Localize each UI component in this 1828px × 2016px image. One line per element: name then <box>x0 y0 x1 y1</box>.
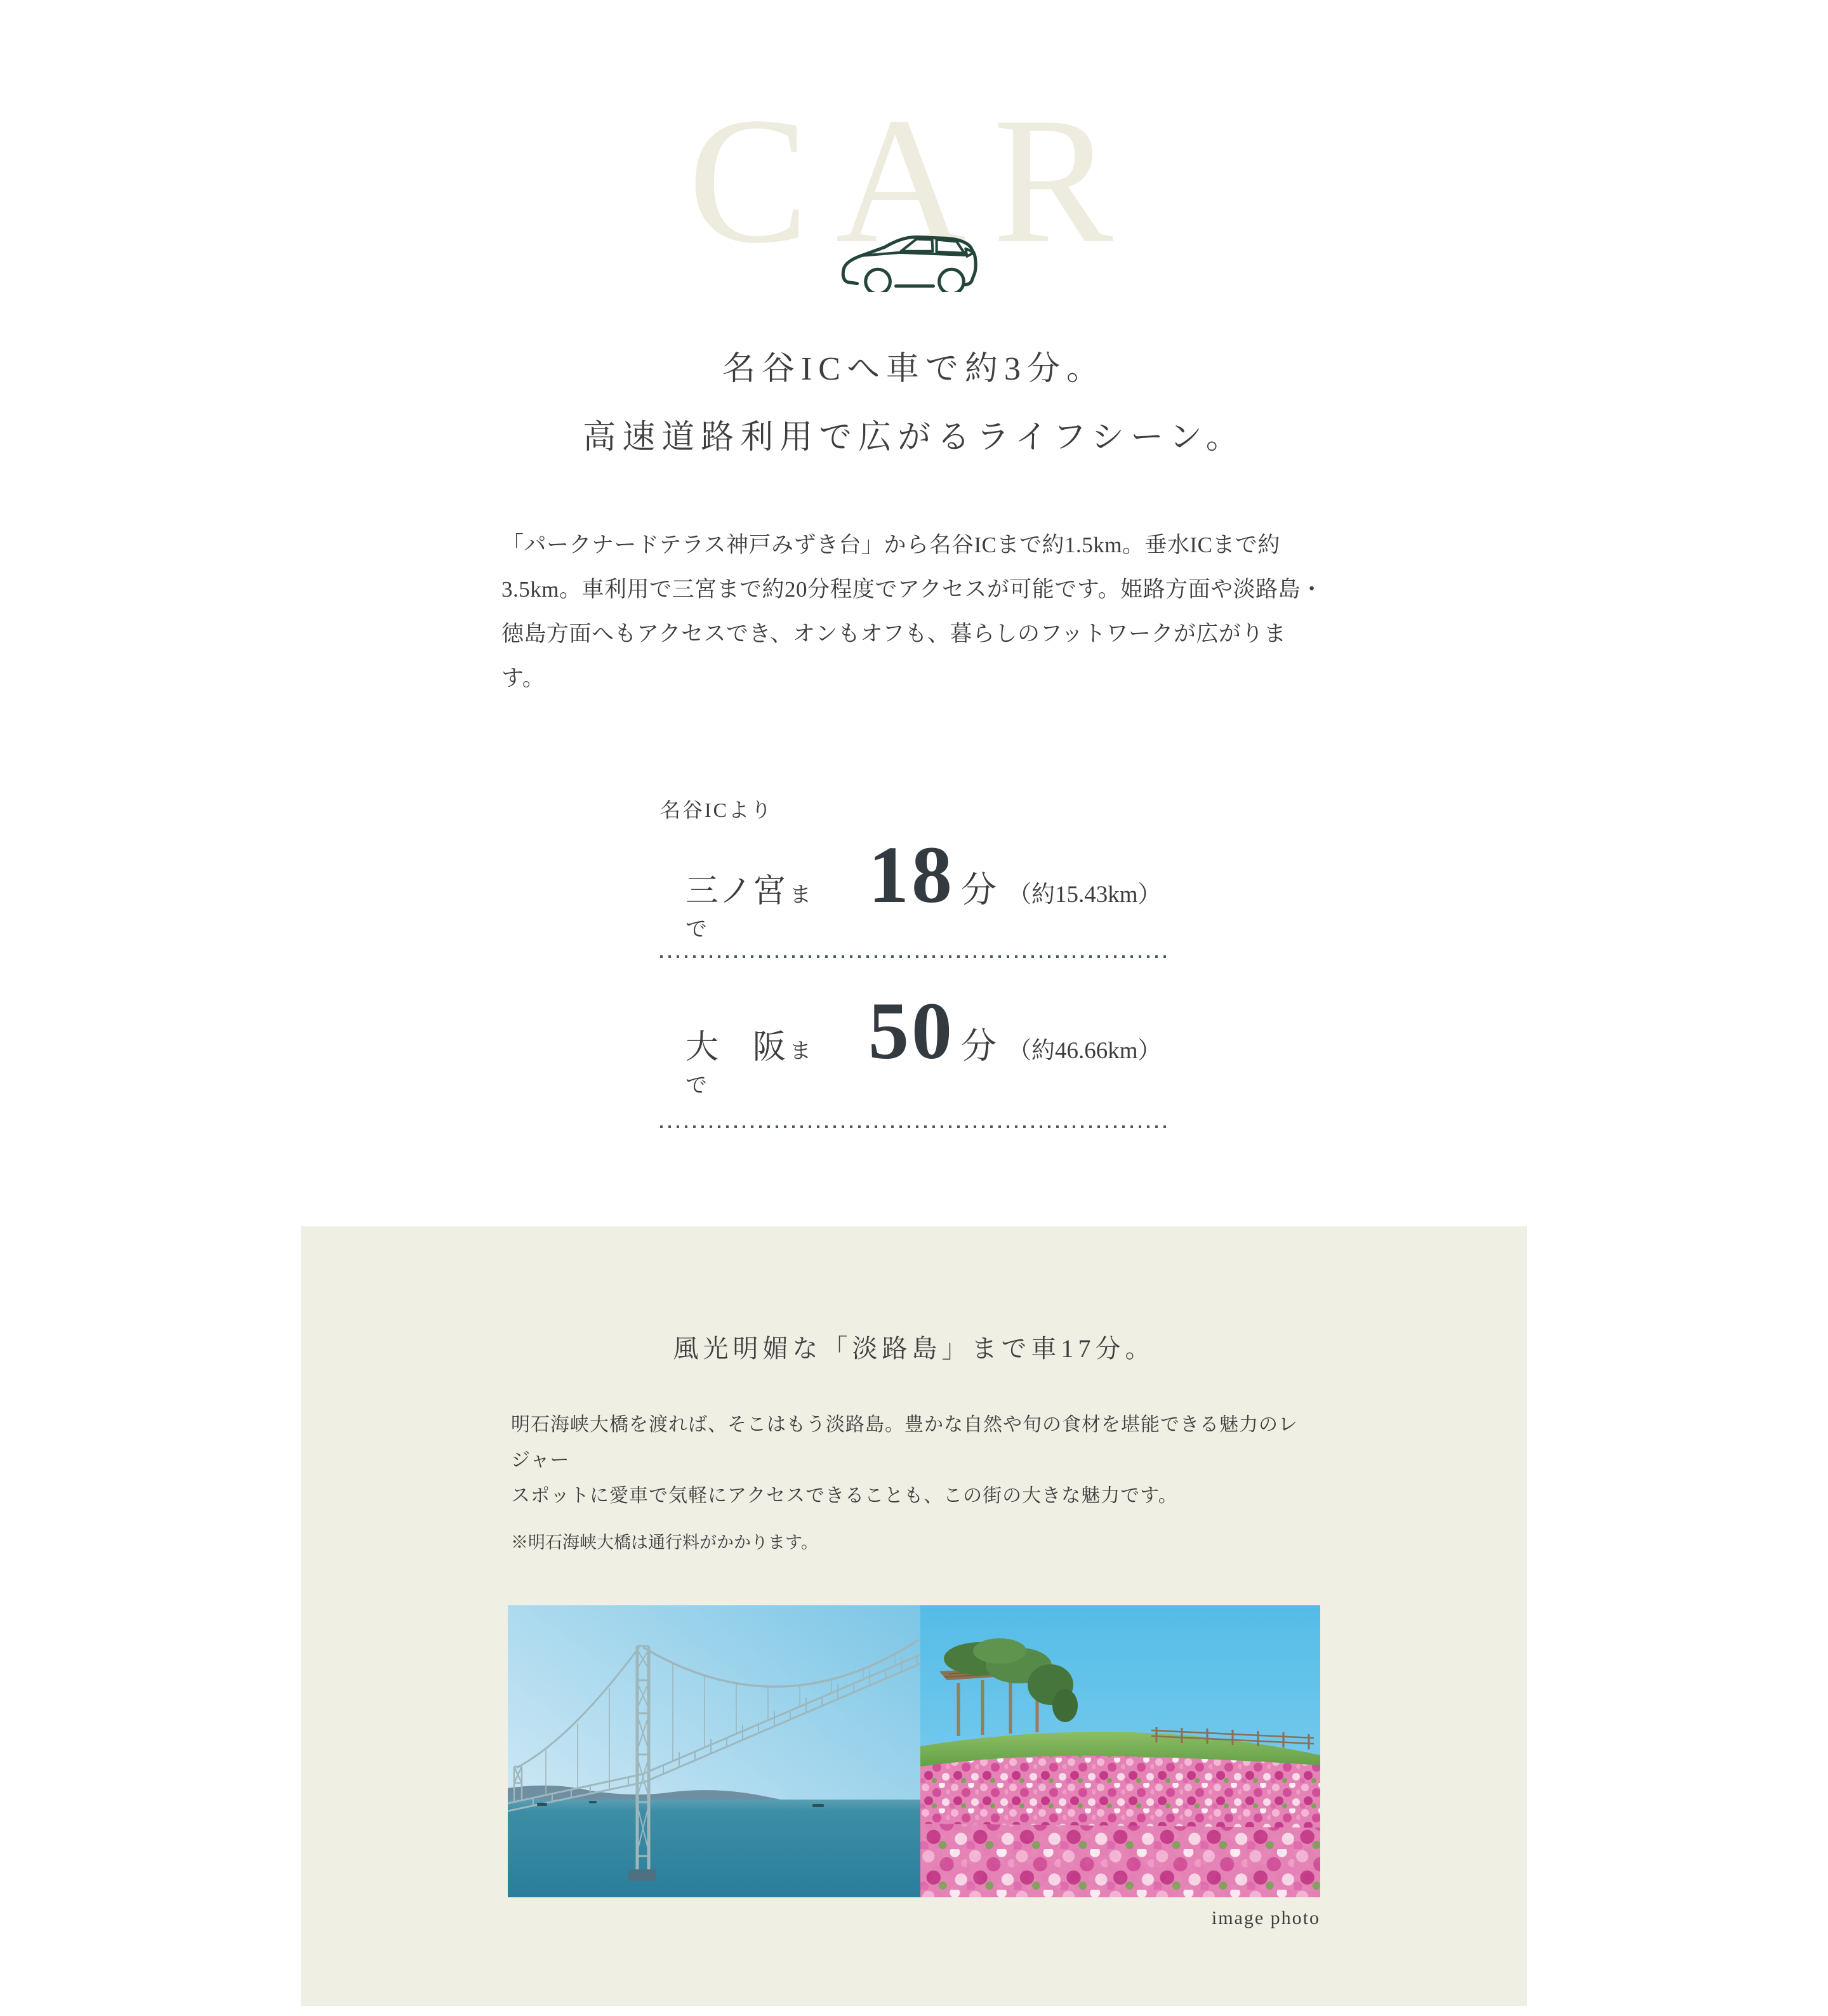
awaji-cosmos-field-photo <box>920 1605 1320 1897</box>
minutes-value: 18 <box>868 830 955 920</box>
akashi-kaikyo-bridge-photo <box>508 1605 920 1897</box>
toll-note: ※明石海峡大橋は通行料がかかります。 <box>511 1533 818 1552</box>
distance-cell: （約46.66km） <box>1008 1038 1162 1064</box>
time-cell <box>831 828 997 922</box>
hero <box>0 0 1828 298</box>
destination-suffix: まで <box>686 1040 812 1098</box>
minutes-unit: 分 <box>961 1027 997 1066</box>
intro-paragraph-line-3: 徳島方面へもアクセスでき、オンもオフも、暮らしのフットワークが広がります。 <box>501 621 1287 691</box>
distance-cell: （約15.43km） <box>1008 882 1162 908</box>
awaji-panel <box>301 1226 1527 2006</box>
awaji-paragraph-line-1: 明石海峡大橋を渡れば、そこはもう淡路島。豊かな自然や旬の食材を堪能できる魅力のレジャー <box>511 1414 1298 1471</box>
awaji-heading: 風光明媚な「淡路島」まで車17分。 <box>673 1334 1155 1363</box>
time-cell <box>831 985 997 1078</box>
section-heading <box>0 335 1828 472</box>
destination-name: 三ノ宮 <box>686 873 786 910</box>
photo-row <box>508 1605 1320 1897</box>
destination-name: 大阪 <box>686 1030 786 1066</box>
from-ic-label: 名谷ICより <box>660 799 774 821</box>
image-photo-caption: image photo <box>1211 1907 1320 1928</box>
section-heading-line-1: 名谷ICへ車で約3分。 <box>722 351 1106 387</box>
dotted-divider <box>660 1125 1168 1128</box>
intro-paragraph-line-1: 「パークナードテラス神戸みずき台」から名谷ICまで約1.5km。垂水ICまで約 <box>501 533 1280 557</box>
table-row-sannomiya <box>660 825 1168 955</box>
flower-field-illustration <box>920 1605 1320 1897</box>
drive-time-table <box>660 796 1168 1128</box>
section-heading-line-2: 高速道路利用で広がるライフシーン。 <box>583 420 1245 456</box>
table-row-osaka <box>660 958 1168 1125</box>
intro-paragraph <box>501 523 1327 701</box>
awaji-paragraph-line-2: スポットに愛車で気軽にアクセスできることも、この街の大きな魅力です。 <box>511 1485 1178 1506</box>
minutes-unit: 分 <box>961 871 997 910</box>
car-watermark-text: CAR <box>687 80 1140 281</box>
car-icon <box>838 229 990 292</box>
minutes-value: 50 <box>868 986 955 1076</box>
bridge-illustration <box>508 1605 920 1897</box>
awaji-paragraph <box>511 1407 1317 1514</box>
destination-cell <box>686 864 831 943</box>
destination-cell <box>686 1020 831 1099</box>
intro-paragraph-line-2: 3.5km。車利用で三宮まで約20分程度でアクセスが可能です。姫路方面や淡路島・ <box>501 577 1323 602</box>
destination-suffix: まで <box>686 884 812 941</box>
